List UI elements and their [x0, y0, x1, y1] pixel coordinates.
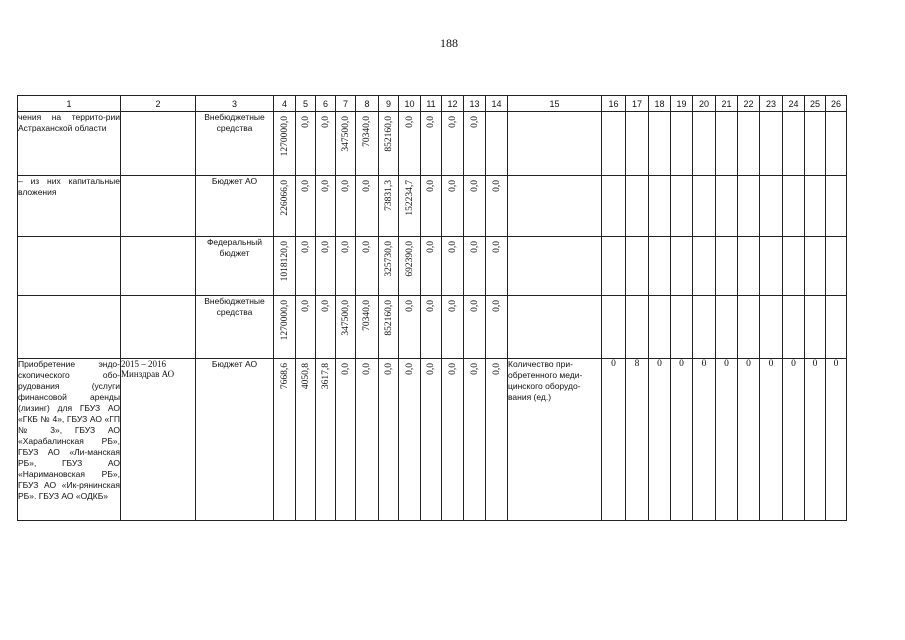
amount-value: 0,0: [426, 363, 436, 375]
amount-cell: [336, 112, 356, 176]
amount-value: 0,0: [426, 180, 436, 192]
amount-cell: [356, 237, 379, 296]
amount-value: 347500,0: [340, 300, 351, 336]
amount-value: 0,0: [320, 180, 331, 192]
amount-value: 0,0: [469, 300, 480, 312]
amount-cell: [464, 112, 486, 176]
column-header: 7: [336, 96, 356, 112]
amount-value: 1270000,0: [279, 116, 290, 157]
indicator-value-cell: [738, 112, 760, 176]
amount-cell: [442, 359, 464, 521]
amount-value: 7668,6: [279, 363, 290, 390]
funding-source-cell: Внебюджетные средства: [196, 296, 274, 359]
amount-value: 73831,3: [383, 180, 394, 211]
column-header: 18: [649, 96, 671, 112]
amount-value: 0,0: [426, 241, 436, 253]
indicator-value-cell: [805, 296, 826, 359]
amount-cell: [464, 296, 486, 359]
amount-value: 0,0: [362, 363, 372, 375]
header-row: [18, 96, 847, 112]
indicator-value-cell: [626, 237, 649, 296]
funding-source-cell: Федеральный бюджет: [196, 237, 274, 296]
column-header: 17: [626, 96, 649, 112]
amount-value: 0,0: [469, 116, 480, 128]
amount-value: 0,0: [383, 363, 394, 375]
amount-value: 70340,0: [362, 116, 372, 147]
indicator-value-cell: [602, 112, 626, 176]
amount-value: 0,0: [340, 241, 351, 253]
funding-source-cell: Бюджет АО: [196, 176, 274, 237]
amount-cell: [486, 296, 508, 359]
amount-cell: [356, 296, 379, 359]
amount-value: 325730,0: [383, 241, 394, 277]
column-header: 16: [602, 96, 626, 112]
amount-cell: [421, 359, 442, 521]
amount-cell: [316, 112, 336, 176]
amount-value: 0,0: [447, 363, 458, 375]
measure-description-cell: Приобретение эндо-скопического обо-рудования (услуги финансовой аренды (лизинг) для ГБУЗ АО «ГКБ № 4», ГБУЗ АО «ГП № 3», ГБУЗ АО «Харабалинская РБ», ГБУЗ АО «Ли-манская РБ», ГБУЗ АО «Наримановская РБ», ГБУЗ АО «Ик-рянинская РБ». ГБУЗ АО «ОДКБ»: [18, 359, 121, 521]
indicator-value-cell: [738, 237, 760, 296]
amount-value: 0,0: [300, 300, 311, 312]
indicator-value-cell: [716, 176, 738, 237]
amount-cell: [486, 237, 508, 296]
amount-cell: [399, 237, 421, 296]
indicator-cell: [508, 296, 602, 359]
amount-value: 0,0: [469, 363, 480, 375]
indicator-value-cell: [783, 296, 805, 359]
amount-cell: [379, 176, 399, 237]
amount-cell: [336, 296, 356, 359]
amount-cell: [421, 296, 442, 359]
indicator-value-cell: [671, 296, 693, 359]
amount-value: 152234,7: [404, 180, 415, 216]
amount-value: 0,0: [491, 241, 502, 253]
indicator-value-cell: [602, 237, 626, 296]
amount-value: 0,0: [491, 363, 502, 375]
amount-value: 0,0: [300, 116, 311, 128]
indicator-value-cell: [760, 112, 783, 176]
amount-value: 0,0: [447, 300, 458, 312]
amount-value: 0,0: [469, 241, 480, 253]
column-header: 20: [693, 96, 716, 112]
indicator-value-cell: [626, 176, 649, 237]
amount-cell: [464, 176, 486, 237]
amount-value: 0,0: [447, 241, 458, 253]
amount-value: 0,0: [469, 180, 480, 192]
column-header: 10: [399, 96, 421, 112]
indicator-value-cell: [716, 237, 738, 296]
amount-cell: [486, 359, 508, 521]
indicator-value-cell: 0: [716, 359, 738, 521]
indicator-value-cell: [693, 237, 716, 296]
indicator-value-cell: [693, 112, 716, 176]
column-header: 13: [464, 96, 486, 112]
amount-value: 0,0: [404, 116, 415, 128]
amount-value: 0,0: [340, 180, 351, 192]
measure-description-cell: [18, 237, 121, 296]
indicator-value-cell: [602, 176, 626, 237]
amount-cell: [379, 359, 399, 521]
column-header: 21: [716, 96, 738, 112]
amount-cell: [464, 237, 486, 296]
amount-cell: [399, 296, 421, 359]
amount-value: 4050,8: [300, 363, 311, 390]
amount-cell: [421, 237, 442, 296]
budget-table: [17, 95, 847, 521]
indicator-value-cell: [805, 112, 826, 176]
amount-cell: [336, 176, 356, 237]
column-header: 9: [379, 96, 399, 112]
indicator-value-cell: [649, 237, 671, 296]
indicator-value-cell: [783, 237, 805, 296]
indicator-value-cell: [626, 112, 649, 176]
indicator-value-cell: [649, 296, 671, 359]
indicator-value-cell: 8: [626, 359, 649, 521]
amount-value: 347500,0: [340, 116, 351, 152]
table-row: [18, 112, 847, 176]
indicator-value-cell: [693, 176, 716, 237]
amount-value: 226066,0: [279, 180, 290, 216]
indicator-value-cell: 0: [760, 359, 783, 521]
amount-cell: [274, 359, 296, 521]
executor-cell: [121, 176, 196, 237]
amount-value: 0,0: [447, 116, 458, 128]
table-row: [18, 176, 847, 237]
amount-cell: [421, 176, 442, 237]
measure-description-cell: [18, 296, 121, 359]
measure-description-cell: – из них капитальные вложения: [18, 176, 121, 237]
table-row: [18, 237, 847, 296]
indicator-value-cell: [826, 296, 847, 359]
column-header: 2: [121, 96, 196, 112]
indicator-value-cell: [760, 176, 783, 237]
amount-cell: [356, 176, 379, 237]
amount-cell: [442, 176, 464, 237]
amount-cell: [399, 176, 421, 237]
amount-cell: [316, 237, 336, 296]
amount-cell: [442, 237, 464, 296]
amount-cell: [336, 359, 356, 521]
amount-cell: [274, 176, 296, 237]
amount-value: 0,0: [447, 180, 458, 192]
amount-value: 0,0: [426, 116, 436, 128]
column-header: 11: [421, 96, 442, 112]
indicator-value-cell: [805, 176, 826, 237]
amount-cell: [486, 176, 508, 237]
amount-cell: [274, 112, 296, 176]
amount-value: 0,0: [340, 363, 351, 375]
table-row: [18, 296, 847, 359]
amount-value: 0,0: [320, 241, 331, 253]
column-header: 8: [356, 96, 379, 112]
executor-cell: 2015 – 2016 Минздрав АО: [121, 359, 196, 521]
indicator-value-cell: [805, 237, 826, 296]
amount-value: 0,0: [426, 300, 436, 312]
amount-value: 852160,0: [383, 300, 394, 336]
indicator-value-cell: [671, 112, 693, 176]
amount-cell: [356, 112, 379, 176]
amount-cell: [379, 296, 399, 359]
amount-value: 692390,0: [404, 241, 415, 277]
column-header: 24: [783, 96, 805, 112]
indicator-value-cell: [783, 112, 805, 176]
column-header: 19: [671, 96, 693, 112]
amount-value: 0,0: [491, 180, 502, 192]
amount-cell: [316, 176, 336, 237]
amount-cell: [296, 176, 316, 237]
indicator-value-cell: [626, 296, 649, 359]
indicator-value-cell: [649, 112, 671, 176]
amount-cell: [486, 112, 508, 176]
amount-cell: [399, 359, 421, 521]
amount-cell: [356, 359, 379, 521]
amount-cell: [421, 112, 442, 176]
column-header: 12: [442, 96, 464, 112]
amount-cell: [464, 359, 486, 521]
amount-value: 0,0: [320, 116, 331, 128]
indicator-cell: [508, 176, 602, 237]
indicator-value-cell: [602, 296, 626, 359]
amount-value: 1270000,0: [279, 300, 290, 341]
indicator-cell: Количество при-обретенного меди-цинского оборудо-вания (ед.): [508, 359, 602, 521]
column-header: 5: [296, 96, 316, 112]
indicator-value-cell: [693, 296, 716, 359]
amount-value: 0,0: [404, 300, 415, 312]
indicator-value-cell: 0: [783, 359, 805, 521]
amount-cell: [336, 237, 356, 296]
table-row: [18, 359, 847, 521]
amount-cell: [442, 112, 464, 176]
indicator-value-cell: [826, 176, 847, 237]
amount-value: 0,0: [320, 300, 331, 312]
funding-source-cell: Бюджет АО: [196, 359, 274, 521]
amount-cell: [296, 237, 316, 296]
indicator-value-cell: [716, 112, 738, 176]
amount-value: 0,0: [362, 241, 372, 253]
column-header: 3: [196, 96, 274, 112]
indicator-value-cell: 0: [693, 359, 716, 521]
indicator-value-cell: [671, 237, 693, 296]
amount-cell: [274, 237, 296, 296]
executor-cell: [121, 296, 196, 359]
executor-cell: [121, 112, 196, 176]
amount-cell: [399, 112, 421, 176]
measure-description-cell: чения на террито-рии Астраханской области: [18, 112, 121, 176]
indicator-value-cell: [826, 237, 847, 296]
column-header: 26: [826, 96, 847, 112]
amount-value: 852160,0: [383, 116, 394, 152]
column-header: 6: [316, 96, 336, 112]
indicator-value-cell: 0: [649, 359, 671, 521]
indicator-value-cell: [738, 296, 760, 359]
amount-value: 70340,0: [362, 300, 372, 331]
indicator-value-cell: 0: [826, 359, 847, 521]
column-header: 14: [486, 96, 508, 112]
column-header: 4: [274, 96, 296, 112]
column-header: 23: [760, 96, 783, 112]
indicator-value-cell: [671, 176, 693, 237]
amount-value: 0,0: [362, 180, 372, 192]
amount-cell: [379, 237, 399, 296]
indicator-value-cell: 0: [738, 359, 760, 521]
indicator-value-cell: [738, 176, 760, 237]
amount-cell: [379, 112, 399, 176]
funding-source-cell: Внебюджетные средства: [196, 112, 274, 176]
indicator-value-cell: 0: [671, 359, 693, 521]
column-header: 1: [18, 96, 121, 112]
amount-cell: [316, 296, 336, 359]
amount-cell: [296, 359, 316, 521]
column-header: 22: [738, 96, 760, 112]
amount-value: 0,0: [300, 241, 311, 253]
amount-cell: [296, 112, 316, 176]
executor-cell: [121, 237, 196, 296]
indicator-value-cell: [826, 112, 847, 176]
indicator-value-cell: [760, 237, 783, 296]
indicator-value-cell: [649, 176, 671, 237]
amount-cell: [296, 296, 316, 359]
indicator-value-cell: [760, 296, 783, 359]
indicator-cell: [508, 112, 602, 176]
amount-cell: [274, 296, 296, 359]
column-header: 15: [508, 96, 602, 112]
amount-value: 0,0: [491, 300, 502, 312]
indicator-value-cell: 0: [805, 359, 826, 521]
indicator-value-cell: 0: [602, 359, 626, 521]
amount-cell: [316, 359, 336, 521]
indicator-cell: [508, 237, 602, 296]
amount-value: 3617,8: [320, 363, 331, 390]
amount-value: 1018120,0: [279, 241, 290, 282]
indicator-value-cell: [783, 176, 805, 237]
amount-value: 0,0: [404, 363, 415, 375]
page-number: 188: [440, 36, 458, 50]
indicator-value-cell: [716, 296, 738, 359]
amount-cell: [442, 296, 464, 359]
amount-value: 0,0: [300, 180, 311, 192]
column-header: 25: [805, 96, 826, 112]
